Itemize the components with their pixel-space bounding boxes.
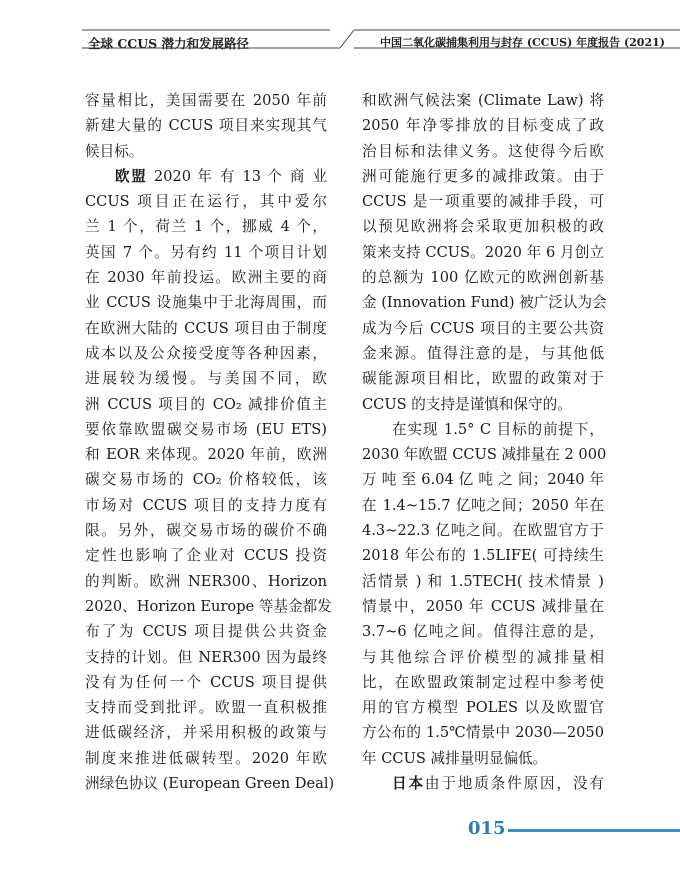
line-text: 和欧洲气候法案 (Climate Law) 将 [362, 92, 604, 109]
line-text: 制度来推进低碳转型。2020 年欧 [85, 749, 327, 767]
line-text: 的总额为 100 亿欧元的欧洲创新基 [362, 269, 604, 287]
line-text: 的判断。欧洲 NER300、Horizon [85, 572, 327, 590]
line-text: 洲可能施行更多的减排政策。由于 [362, 167, 604, 185]
text-line [362, 88, 604, 113]
line-text: 兰 1 个，荷兰 1 个，挪威 4 个， [85, 218, 327, 236]
line-text: 市场对 CCUS 项目的支持力度有 [85, 496, 327, 514]
line-text: 进低碳经济，并采用积极的政策与 [85, 724, 327, 742]
line-text: 方公布的 1.5℃情景中 2030—2050 [362, 724, 604, 742]
text-line [362, 214, 604, 239]
line-text: 在 2030 年前投运。欧洲主要的商 [85, 269, 327, 287]
line-text: 定性也影响了企业对 CCUS 投资 [85, 547, 327, 565]
line-text: 比，在欧盟政策制定过程中参考使 [362, 673, 604, 691]
text-line [362, 164, 604, 189]
text-line [362, 139, 604, 164]
line-text: 支持的计划。但 NER300 因为最终 [85, 648, 327, 666]
text-line [85, 189, 327, 214]
header-left-title: 全球 CCUS 潜力和发展路径 [88, 36, 250, 51]
line-text: 在 1.4~15.7 亿吨之间；2050 年在 [362, 496, 604, 514]
text-line [362, 518, 604, 543]
text-line [85, 543, 327, 568]
line-text: 成为今后 CCUS 项目的主要公共资 [362, 319, 604, 337]
text-line [362, 442, 607, 467]
line-text: 布了为 CCUS 项目提供公共资金 [85, 623, 327, 641]
line-text: 金来源。值得注意的是，与其他低 [362, 344, 604, 362]
line-text: 与其他综合评价模型的减排量相 [362, 648, 604, 666]
text-line [85, 341, 327, 366]
footer-accent-line [508, 829, 680, 832]
line-text: 容量相比，美国需要在 2050 年前 [85, 92, 327, 109]
line-text: 候目标。 [85, 142, 144, 160]
text-line [85, 746, 327, 771]
line-text: 要依靠欧盟碳交易市场 (EU ETS) [85, 420, 327, 438]
text-line [85, 442, 327, 467]
text-line [362, 240, 604, 265]
text-line [362, 493, 604, 518]
left-column [85, 88, 335, 796]
text-line [362, 645, 604, 670]
text-line [362, 366, 604, 391]
text-line [85, 645, 327, 670]
line-text: 策来支持 CCUS。2020 年 6 月创立 [362, 243, 604, 261]
line-text: 限。另外，碳交易市场的碳价不确 [85, 522, 327, 540]
text-line [362, 341, 604, 366]
text-line [85, 88, 327, 113]
text-line [362, 392, 604, 417]
text-line [362, 467, 604, 492]
bold-lead: 欧盟 [115, 167, 148, 185]
line-text: 2020、Horizon Europe 等基金都发 [85, 597, 332, 615]
text-line [85, 594, 332, 619]
text-line [362, 619, 604, 644]
line-text: 进展较为缓慢。与美国不同，欧 [85, 370, 327, 388]
text-line [85, 518, 327, 543]
text-line [85, 417, 327, 442]
text-line [85, 695, 327, 720]
text-line [362, 265, 604, 290]
text-line [362, 746, 604, 771]
line-text: 支持而受到批评。欧盟一直积极推 [85, 699, 327, 717]
text-line [85, 265, 327, 290]
text-line [85, 467, 327, 492]
line-text: 活情景 ) 和 1.5TECH( 技术情景 ) [362, 572, 604, 590]
text-line [85, 619, 327, 644]
text-line [85, 164, 327, 189]
text-line [85, 569, 327, 594]
text-line [362, 113, 604, 138]
text-line [362, 695, 604, 720]
line-text: 用的官方模型 POLES 以及欧盟官 [362, 699, 604, 717]
text-line [362, 543, 604, 568]
line-text: 2020 年 有 13 个 商 业 [147, 167, 327, 185]
text-line [85, 670, 327, 695]
text-line [85, 240, 327, 265]
page-number: 015 [468, 818, 506, 839]
text-line [362, 771, 604, 796]
line-text: 2018 年公布的 1.5LIFE( 可持续生 [362, 547, 604, 565]
text-line [85, 366, 327, 391]
text-line [362, 670, 604, 695]
text-line [362, 720, 604, 745]
right-column [362, 88, 607, 796]
text-line [362, 417, 604, 442]
text-line [85, 214, 327, 239]
line-text: 4.3~22.3 亿吨之间。在欧盟官方于 [362, 522, 604, 540]
line-text: CCUS 是一项重要的减排手段，可 [362, 193, 604, 211]
line-text: 情景中，2050 年 CCUS 减排量在 [362, 597, 604, 615]
line-text: 2030 年欧盟 CCUS 减排量在 2 000 [362, 446, 607, 464]
line-text: 以预见欧洲将会采取更加积极的政 [362, 218, 604, 236]
line-text: 在欧洲大陆的 CCUS 项目由于制度 [85, 319, 327, 337]
line-text: 和 EOR 来体现。2020 年前，欧洲 [85, 446, 327, 464]
line-text: 在实现 1.5° C 目标的前提下， [392, 420, 604, 438]
line-text: 万 吨 至 6.04 亿 吨 之 间；2040 年 [362, 471, 604, 489]
line-text: 新建大量的 CCUS 项目来实现其气 [85, 117, 327, 135]
line-text: 成本以及公众接受度等各种因素， [85, 344, 327, 362]
line-text: 由于地质条件原因，没有 [424, 775, 604, 793]
text-line [362, 189, 604, 214]
line-text: 治目标和法律义务。这使得今后欧 [362, 142, 604, 160]
line-text: 年 CCUS 减排量明显偏低。 [362, 749, 548, 767]
text-line [362, 316, 604, 341]
line-text: 2050 年净零排放的目标变成了政 [362, 117, 604, 135]
text-line [85, 316, 327, 341]
line-text: 碳能源项目相比，欧盟的政策对于 [362, 370, 604, 388]
text-line [85, 113, 327, 138]
line-text: 碳交易市场的 CO₂ 价格较低，该 [85, 471, 327, 489]
line-text: 洲绿色协议 (European Green Deal) [85, 775, 335, 793]
line-text: 洲 CCUS 项目的 CO₂ 减排价值主 [85, 395, 327, 413]
text-line [85, 139, 327, 164]
text-line [362, 594, 604, 619]
text-line [362, 290, 607, 315]
text-line [85, 493, 327, 518]
line-text: 金 (Innovation Fund) 被广泛认为会 [362, 294, 607, 312]
line-text: 没有为任何一个 CCUS 项目提供 [85, 673, 327, 691]
text-line [362, 569, 604, 594]
text-line [85, 720, 327, 745]
line-text: CCUS 的支持是谨慎和保守的。 [362, 395, 572, 413]
bold-lead: 日本 [392, 775, 425, 793]
text-line [85, 771, 335, 796]
line-text: CCUS 项目正在运行，其中爱尔 [85, 193, 327, 211]
text-line [85, 290, 327, 315]
line-text: 3.7~6 亿吨之间。值得注意的是， [362, 623, 604, 641]
text-line [85, 392, 327, 417]
page-header [0, 0, 680, 52]
line-text: 业 CCUS 设施集中于北海周围，而 [85, 294, 327, 312]
line-text: 英国 7 个。另有约 11 个项目计划 [85, 243, 327, 261]
header-right-title: 中国二氧化碳捕集利用与封存 (CCUS) 年度报告 (2021) [380, 36, 665, 49]
